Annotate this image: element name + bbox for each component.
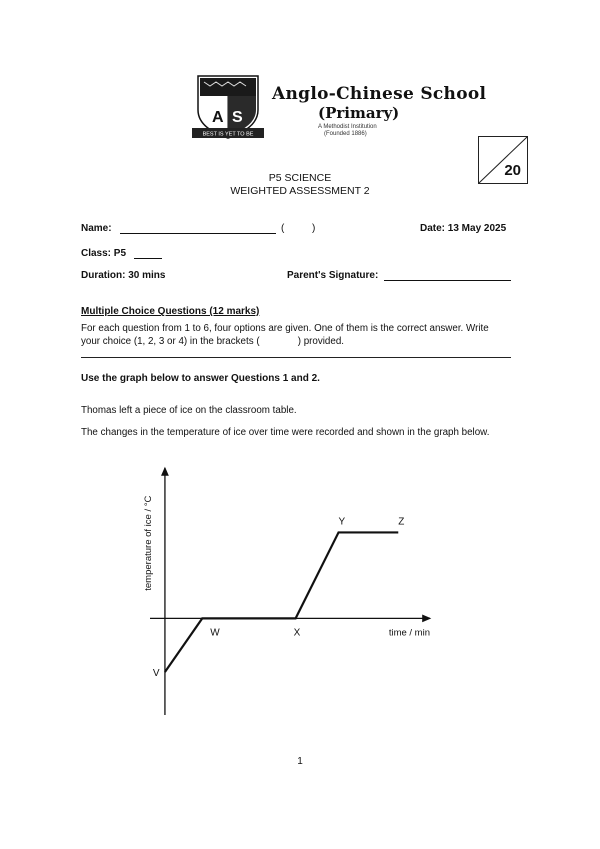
name-label: Name: bbox=[81, 223, 112, 234]
parent-signature-label: Parent's Signature: bbox=[287, 270, 379, 281]
score-total: 20 bbox=[504, 162, 521, 179]
point-label-y: Y bbox=[338, 516, 346, 528]
x-axis-label: time / min bbox=[388, 627, 430, 639]
parent-signature-field[interactable] bbox=[384, 269, 511, 281]
context-paragraph-1: Thomas left a piece of ice on the classroom table. bbox=[81, 405, 297, 416]
section-heading: Multiple Choice Questions (12 marks) bbox=[81, 306, 260, 317]
index-number-field[interactable] bbox=[286, 220, 310, 234]
name-field[interactable] bbox=[120, 222, 276, 234]
school-founded: (Founded 1886) bbox=[324, 131, 367, 137]
school-name: Anglo-Chinese School bbox=[272, 84, 487, 104]
index-paren-close: ) bbox=[312, 223, 316, 234]
graph-instruction: Use the graph below to answer Questions 1 and 2. bbox=[81, 373, 320, 384]
class-field[interactable] bbox=[134, 247, 162, 259]
duration-label: Duration: 30 mins bbox=[81, 270, 166, 281]
index-paren-open: ( bbox=[281, 223, 285, 234]
point-label-x: X bbox=[293, 627, 301, 639]
temperature-line bbox=[165, 532, 398, 672]
y-axis-label: temperature of ice / °C bbox=[142, 495, 154, 591]
svg-text:S: S bbox=[232, 109, 243, 126]
paper-title: WEIGHTED ASSESSMENT 2 bbox=[230, 185, 370, 197]
instructions-line-2: your choice (1, 2, 3 or 4) in the brackets ( ) provided. bbox=[81, 336, 344, 347]
class-label: Class: P5 bbox=[81, 248, 127, 259]
point-label-w: W bbox=[210, 627, 220, 639]
school-subtitle: (Primary) bbox=[318, 104, 400, 122]
date-label: Date: 13 May 2025 bbox=[420, 223, 507, 234]
school-tagline: A Methodist Institution bbox=[318, 124, 377, 130]
paper-subject: P5 SCIENCE bbox=[268, 172, 332, 184]
point-label-v: V bbox=[152, 668, 160, 680]
instructions-line-1: For each question from 1 to 6, four options are given. One of them is the correct answer. Write bbox=[81, 323, 489, 334]
context-paragraph-2: The changes in the temperature of ice over time were recorded and shown in the graph below. bbox=[81, 427, 490, 438]
temperature-time-graph bbox=[130, 460, 450, 725]
school-crest-logo bbox=[190, 72, 266, 142]
svg-text:A: A bbox=[212, 109, 224, 126]
instructions bbox=[81, 322, 521, 348]
section-divider bbox=[81, 357, 511, 358]
point-label-z: Z bbox=[398, 516, 405, 528]
page-number: 1 bbox=[297, 756, 303, 767]
crest-motto: BEST IS YET TO BE bbox=[202, 131, 254, 138]
